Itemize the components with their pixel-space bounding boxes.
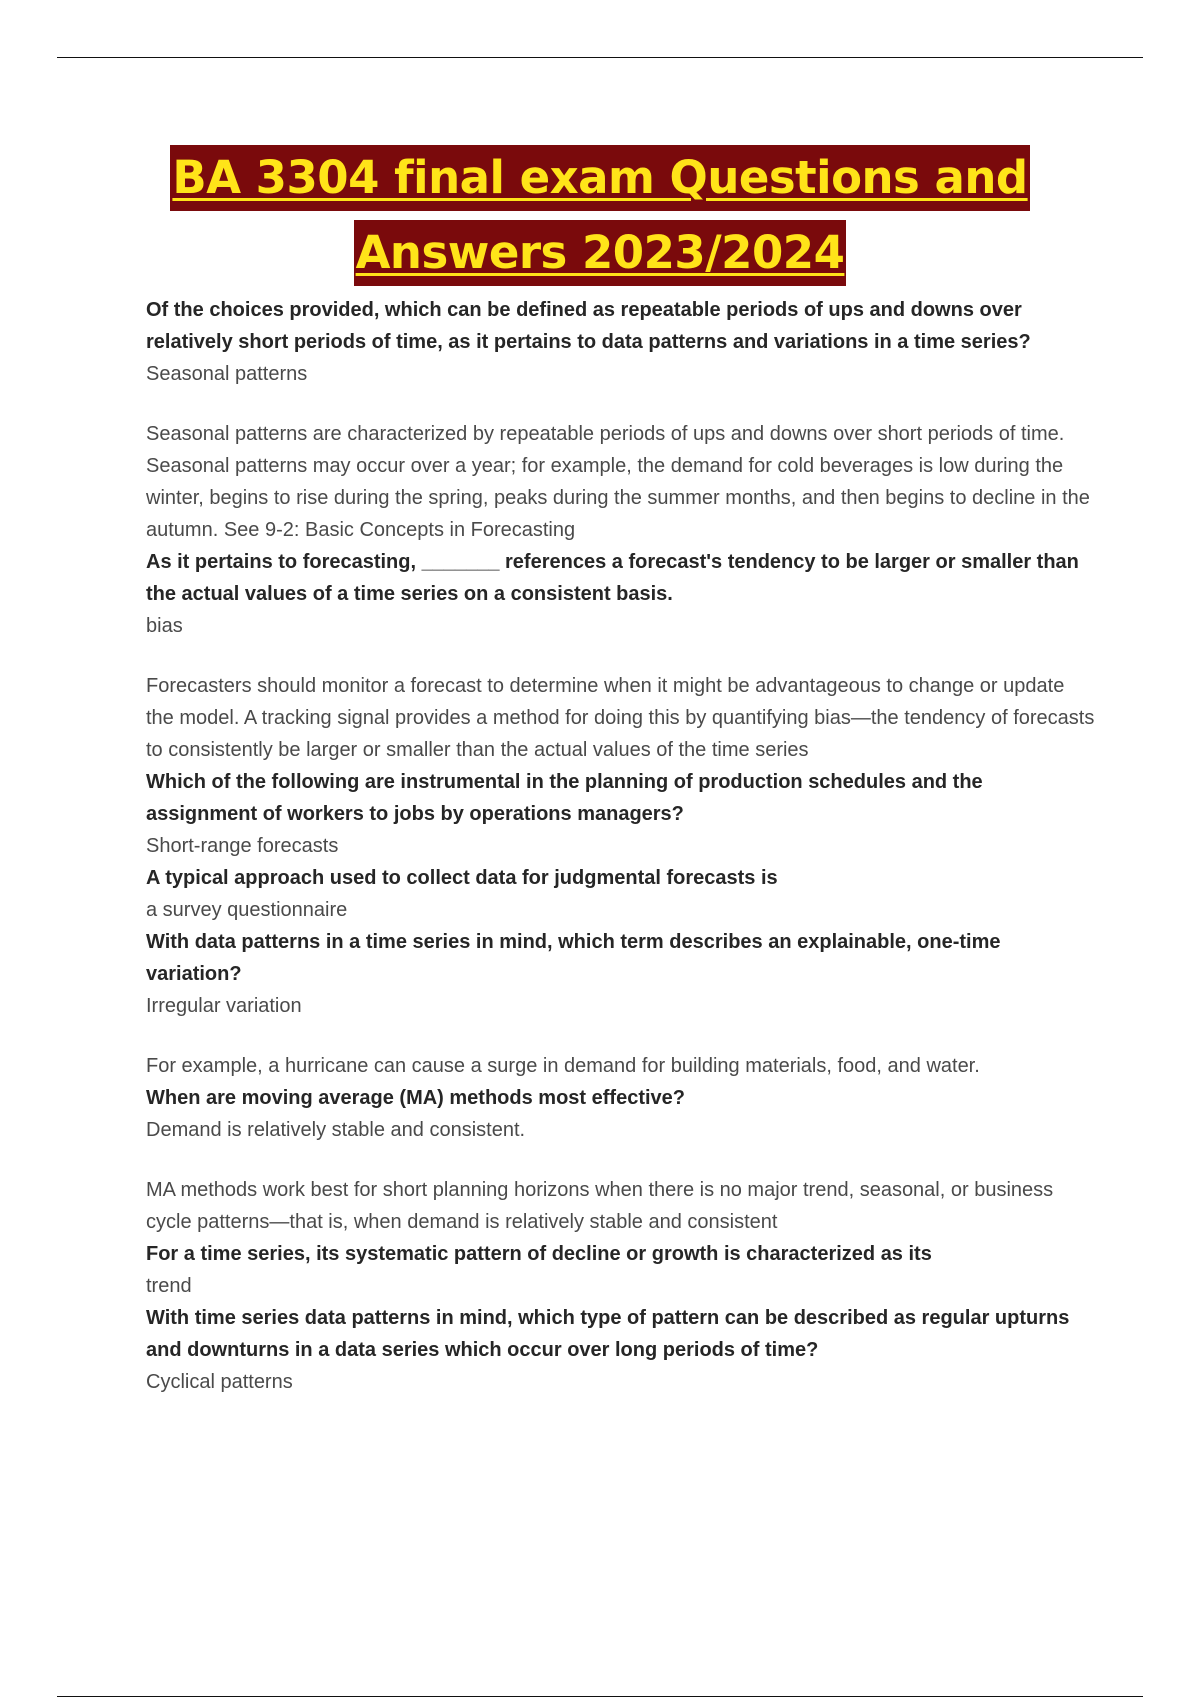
qa-item: [146, 546, 1096, 766]
answer-text: Short-range forecasts: [146, 835, 339, 857]
title-line-1: BA 3304 final exam Questions and: [170, 145, 1029, 211]
question-text: For a time series, its systematic pattern of decline or growth is characterized as its: [146, 1243, 932, 1265]
qa-item: [146, 926, 1096, 1082]
question-text: A typical approach used to collect data for judgmental forecasts is: [146, 867, 778, 889]
question-text: With data patterns in a time series in mind, which term describes an explainable, one-time variation?: [146, 931, 1001, 985]
question-text: Which of the following are instrumental in the planning of production schedules and the assignment of workers to jobs by operations managers?: [146, 771, 983, 825]
answer-text: Demand is relatively stable and consistent.: [146, 1119, 526, 1141]
bottom-rule: [57, 1696, 1143, 1697]
question-text: Of the choices provided, which can be defined as repeatable periods of ups and downs over relatively short periods of time, as it pertains to data patterns and variations in a time series?: [146, 299, 1031, 353]
answer-text: Seasonal patterns: [146, 363, 308, 385]
top-rule: [57, 57, 1143, 58]
explanation-text: For example, a hurricane can cause a surge in demand for building materials, food, and water.: [146, 1055, 980, 1077]
explanation-text: Seasonal patterns are characterized by repeatable periods of ups and downs over short periods of time. Seasonal patterns may occur over a year; for example, the demand for cold beverages is low during the winter, begins to rise during the spring, peaks during the summer months, and then begins to decline in the autumn. See 9-2: Basic Concepts in Forecasting: [146, 423, 1090, 541]
question-text: With time series data patterns in mind, which type of pattern can be described as regular upturns and downturns in a data series which occur over long periods of time?: [146, 1307, 1070, 1361]
question-text: When are moving average (MA) methods most effective?: [146, 1087, 686, 1109]
qa-item: [146, 1082, 1096, 1238]
answer-text: bias: [146, 615, 183, 637]
answer-text: a survey questionnaire: [146, 899, 348, 921]
question-text: As it pertains to forecasting, _______ references a forecast's tendency to be larger or smaller than the actual values of a time series on a consistent basis.: [146, 551, 1079, 605]
explanation-text: MA methods work best for short planning horizons when there is no major trend, seasonal, or business cycle patterns—that is, when demand is relatively stable and consistent: [146, 1179, 1054, 1233]
qa-item: [146, 862, 1096, 926]
explanation-text: Forecasters should monitor a forecast to determine when it might be advantageous to change or update the model. A tracking signal provides a method for doing this by quantifying bias—the tendency of forecasts to consistently be larger or smaller than the actual values of the time series: [146, 675, 1095, 761]
title-line-2: Answers 2023/2024: [354, 220, 847, 286]
qa-item: [146, 1238, 1096, 1302]
answer-text: trend: [146, 1275, 192, 1297]
document-title: [0, 145, 1200, 286]
qa-item: [146, 1302, 1096, 1398]
qa-list: [146, 294, 1096, 1398]
qa-item: [146, 766, 1096, 862]
qa-item: [146, 294, 1096, 546]
answer-text: Irregular variation: [146, 995, 302, 1017]
answer-text: Cyclical patterns: [146, 1371, 293, 1393]
